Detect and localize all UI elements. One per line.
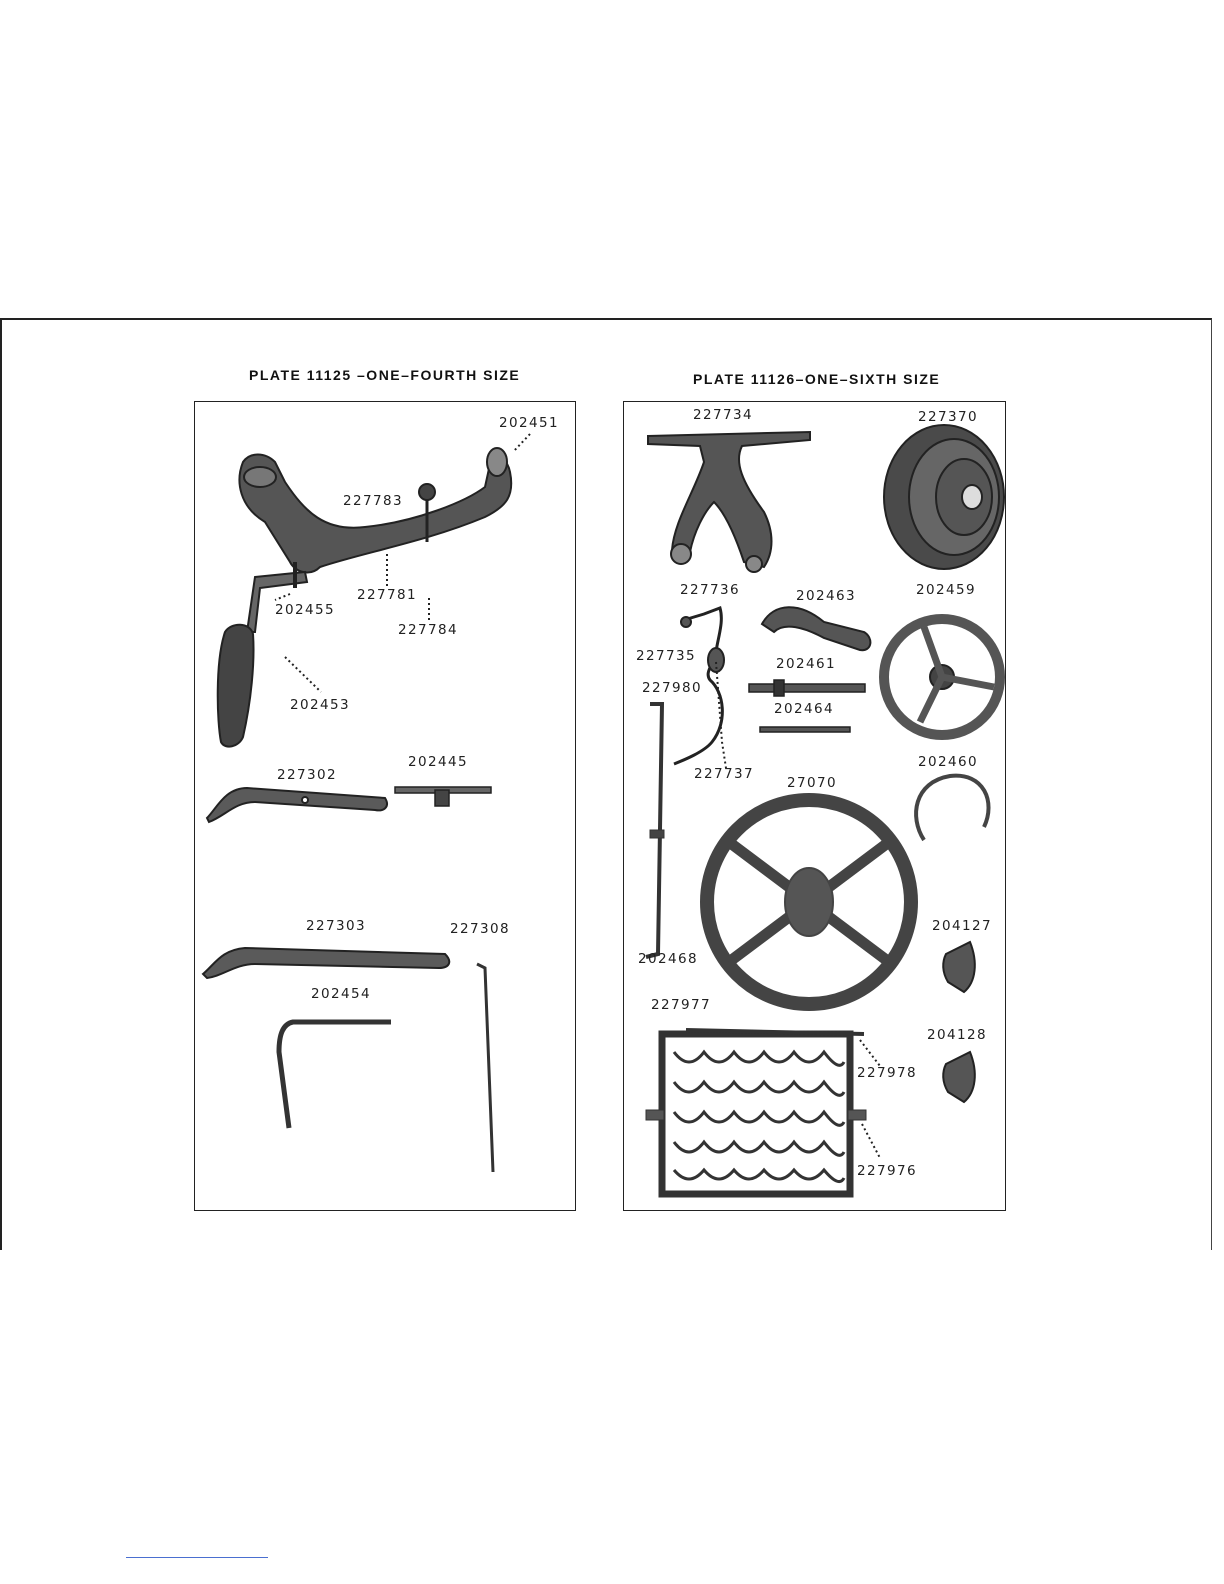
clip-204127-drawing bbox=[943, 942, 975, 1102]
part-label-202453: 202453 bbox=[290, 697, 350, 713]
part-label-202445: 202445 bbox=[408, 754, 468, 770]
plate-11126-frame bbox=[623, 401, 1006, 1211]
arm-202463-drawing bbox=[762, 607, 870, 650]
part-label-202454: 202454 bbox=[311, 986, 371, 1002]
bracket-227734-drawing bbox=[648, 432, 810, 572]
part-label-202451: 202451 bbox=[499, 415, 559, 431]
rod-202454-drawing bbox=[279, 1022, 391, 1128]
part-label-204127: 204127 bbox=[932, 918, 992, 934]
part-label-202455: 202455 bbox=[275, 602, 335, 618]
part-label-227735: 227735 bbox=[636, 648, 696, 664]
part-label-227977: 227977 bbox=[651, 997, 711, 1013]
catalog-sheet bbox=[0, 318, 1212, 1250]
part-label-227783: 227783 bbox=[343, 493, 403, 509]
treadle-bracket-drawing bbox=[239, 448, 511, 572]
part-label-202464: 202464 bbox=[774, 701, 834, 717]
part-label-227308: 227308 bbox=[450, 921, 510, 937]
wheel-202459-drawing bbox=[884, 619, 1000, 735]
link-bar-227302-drawing bbox=[207, 788, 387, 822]
pulley-227370-drawing bbox=[884, 425, 1004, 569]
part-label-204128: 204128 bbox=[927, 1027, 987, 1043]
part-label-202463: 202463 bbox=[796, 588, 856, 604]
plate-11125-title: PLATE 11125 –ONE–FOURTH SIZE bbox=[249, 367, 521, 383]
part-label-227978: 227978 bbox=[857, 1065, 917, 1081]
balance-wheel-27070-drawing bbox=[707, 800, 911, 1004]
rod-227308-drawing bbox=[477, 964, 493, 1172]
rod-202445-drawing bbox=[395, 787, 491, 806]
pedal-drawing bbox=[218, 562, 307, 747]
plate-11125-frame bbox=[194, 401, 576, 1211]
part-label-227737: 227737 bbox=[694, 766, 754, 782]
part-label-227784: 227784 bbox=[398, 622, 458, 638]
treadle-grille-227977-drawing bbox=[646, 1030, 866, 1194]
part-label-227734: 227734 bbox=[693, 407, 753, 423]
part-label-27070: 27070 bbox=[787, 775, 837, 791]
part-label-227781: 227781 bbox=[357, 587, 417, 603]
plate-11126-title: PLATE 11126–ONE–SIXTH SIZE bbox=[693, 371, 941, 387]
part-label-202468: 202468 bbox=[638, 951, 698, 967]
ring-202460-drawing bbox=[916, 776, 988, 840]
part-label-227736: 227736 bbox=[680, 582, 740, 598]
part-label-227370: 227370 bbox=[918, 409, 978, 425]
part-label-202461: 202461 bbox=[776, 656, 836, 672]
plate-11125-illustration bbox=[195, 402, 575, 1210]
part-label-227303: 227303 bbox=[306, 918, 366, 934]
part-label-202459: 202459 bbox=[916, 582, 976, 598]
part-label-227980: 227980 bbox=[642, 680, 702, 696]
part-label-202460: 202460 bbox=[918, 754, 978, 770]
footer-rule bbox=[126, 1557, 268, 1558]
link-bar-227303-drawing bbox=[203, 948, 449, 978]
rod-202468-drawing bbox=[646, 704, 664, 957]
part-label-227976: 227976 bbox=[857, 1163, 917, 1179]
part-label-227302: 227302 bbox=[277, 767, 337, 783]
plate-11126-illustration bbox=[624, 402, 1005, 1210]
